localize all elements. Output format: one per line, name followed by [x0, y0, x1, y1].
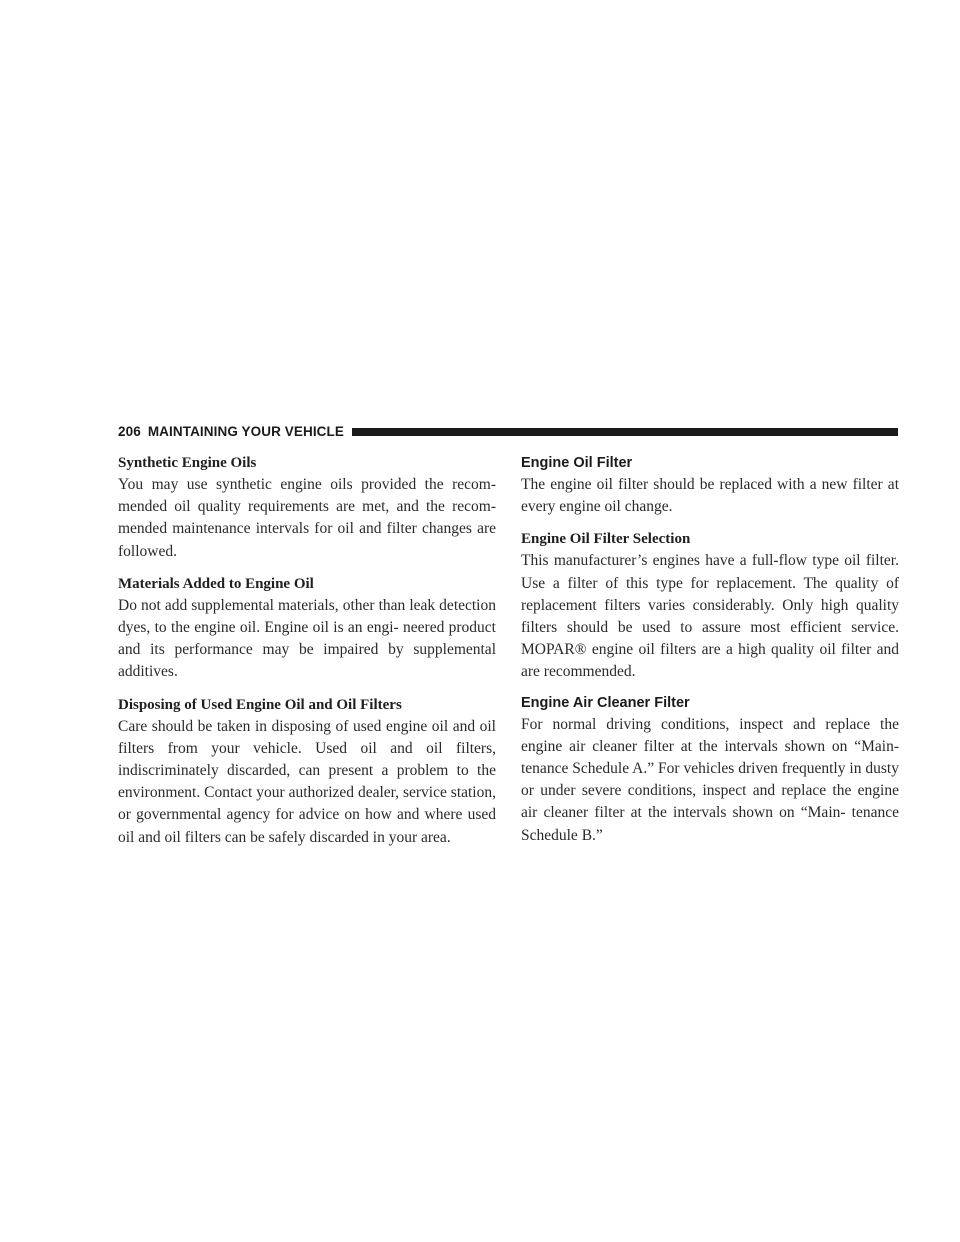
filter-selection-heading: Engine Oil Filter Selection [521, 531, 691, 548]
air-cleaner-text: For normal driving conditions, inspect and replace the engine air cleaner filter at the intervals shown on “Main- tenance Schedule A.” For vehicles driven frequently in dusty or under severe conditions, inspect and replace the engine air cleaner filter at the intervals shown on “Main- tenance Schedule B.” [521, 715, 899, 844]
right-column [521, 452, 899, 847]
left-column [118, 452, 496, 849]
synthetic-oils-text: You may use synthetic engine oils provided the recom- mended oil quality requirements are met, and the recom- mended maintenance intervals for oil and filter changes are followed. [118, 476, 496, 560]
synthetic-oils-heading: Synthetic Engine Oils [118, 455, 257, 471]
header-text [118, 424, 344, 439]
chapter-title: MAINTAINING YOUR VEHICLE [147, 423, 344, 439]
materials-text: Do not add supplemental materials, other than leak detection dyes, to the engine oil. Engine oil is an engi- neered product and its performance may be impaired by supplemental additives. [118, 596, 496, 681]
air-cleaner-heading: Engine Air Cleaner Filter [521, 694, 690, 711]
page-header [118, 420, 898, 442]
filter-selection-text: This manufacturer’s engines have a full-flow type oil filter. Use a filter of this type for replacement. The quality of replacement filters varies considerably. Only high quality filters should be used to assure most efficient service. MOPAR® engine oil filters are a high quality oil filter and are recommended. [521, 552, 899, 681]
page-number: 206 [118, 423, 141, 439]
header-rule [352, 428, 898, 436]
oil-filter-text: The engine oil filter should be replaced with a new filter at every engine oil change. [521, 476, 899, 516]
disposing-heading: Disposing of Used Engine Oil and Oil Filters [118, 696, 402, 713]
materials-heading: Materials Added to Engine Oil [118, 575, 314, 592]
disposing-text: Care should be taken in disposing of used engine oil and oil filters from your vehicle. Used oil and oil filters, indiscriminately discarded, can present a problem to the environment. Contact your authorized dealer, service station, or governmental agency for advice on how and where used oil and oil filters can be safely discarded in your area. [118, 717, 496, 846]
oil-filter-heading: Engine Oil Filter [521, 455, 633, 471]
